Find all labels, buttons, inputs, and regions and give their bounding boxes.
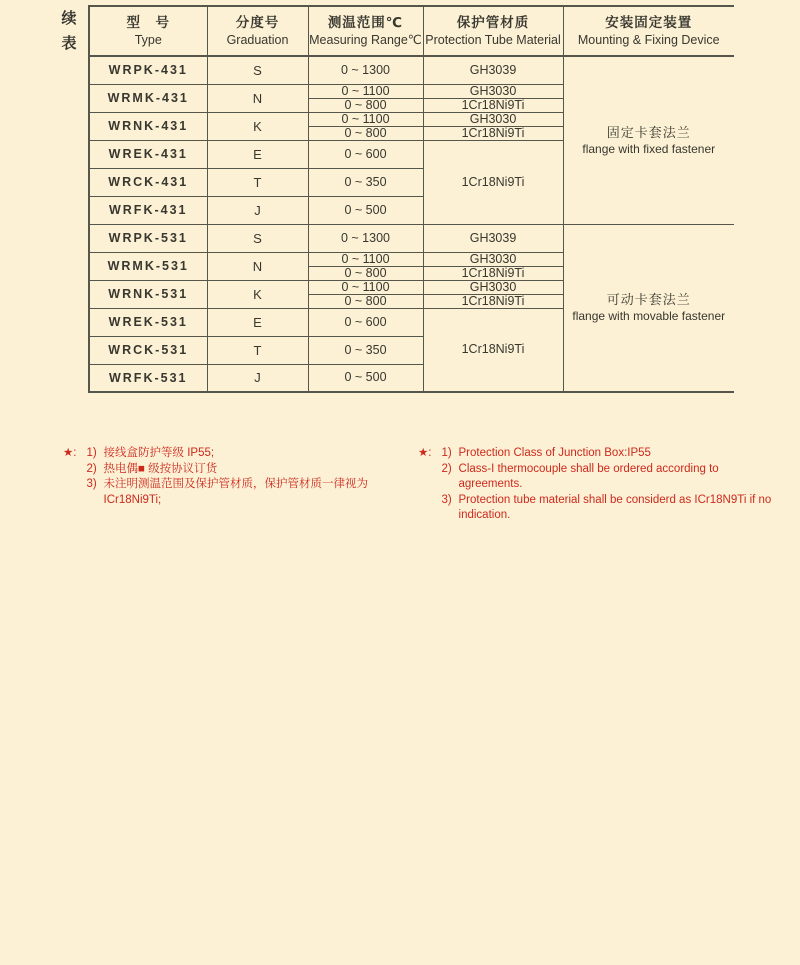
material-cell: 1Cr18Ni9Ti: [423, 126, 563, 140]
continued-char-2: 表: [61, 35, 77, 52]
material-cell: GH3030: [423, 252, 563, 266]
type-cell: WRFK-431: [89, 196, 207, 224]
mounting-cell: [563, 224, 734, 392]
footnote-text: Protection Class of Junction Box:IP55: [458, 447, 651, 459]
material-cell: GH3030: [423, 112, 563, 126]
table-row: [89, 224, 734, 252]
header-mounting-en: Mounting & Fixing Device: [577, 33, 720, 47]
range-cell: 0 ~ 600: [308, 140, 423, 168]
material-cell: 1Cr18Ni9Ti: [423, 266, 563, 280]
footnote-zh-1: [87, 446, 411, 462]
mounting-zh: 可动卡套法兰: [606, 292, 691, 308]
graduation-cell: S: [207, 56, 308, 84]
header-graduation-zh: 分度号: [235, 15, 280, 30]
footnote-number: 3): [86, 478, 97, 490]
material-cell: GH3039: [423, 224, 563, 252]
graduation-cell: K: [207, 280, 308, 308]
header-type-en: Type: [134, 33, 162, 47]
range-cell: 0 ~ 500: [308, 364, 423, 392]
col-header-mounting: [563, 6, 734, 56]
material-cell-shared: 1Cr18Ni9Ti: [423, 140, 563, 224]
footnote-en-1: [442, 446, 778, 462]
type-cell: WRNK-531: [89, 280, 207, 308]
graduation-cell: N: [207, 252, 308, 280]
material-cell: GH3030: [423, 84, 563, 98]
footnote-text: 热电偶■ 级按协议订货: [103, 462, 218, 475]
footnote-text: Protection tube material shall be considerd as ICr18N9Ti if no indication.: [458, 493, 772, 521]
col-header-material: [423, 6, 563, 56]
table-row: [89, 56, 734, 84]
header-range-zh: 测温范围℃: [327, 15, 404, 30]
continued-char-1: 续: [61, 10, 77, 27]
graduation-cell: J: [207, 196, 308, 224]
mounting-cell: [563, 56, 734, 224]
footnote-text: Class-I thermocouple shall be ordered according to agreements.: [458, 462, 719, 490]
footnotes-en: [418, 446, 778, 524]
footnote-text: 未注明测温范围及保护管材质，保护管材质一律视为 ICr18Ni9Ti;: [103, 478, 369, 506]
type-cell: WRFK-531: [89, 364, 207, 392]
material-cell: 1Cr18Ni9Ti: [423, 98, 563, 112]
type-cell: WRPK-531: [89, 224, 207, 252]
graduation-cell: J: [207, 364, 308, 392]
header-mounting-zh: 安装固定装置: [605, 15, 693, 30]
type-cell: WREK-531: [89, 308, 207, 336]
footnote-zh-2: [87, 462, 411, 478]
type-cell: WRNK-431: [89, 112, 207, 140]
range-cell: 0 ~ 800: [308, 126, 423, 140]
graduation-cell: N: [207, 84, 308, 112]
header-material-zh: 保护管材质: [456, 15, 530, 30]
star-icon: ★:: [63, 447, 77, 459]
material-cell: 1Cr18Ni9Ti: [423, 294, 563, 308]
header-type-zh: 型 号: [126, 15, 170, 30]
range-cell: 0 ~ 800: [308, 266, 423, 280]
header-row: [89, 6, 734, 56]
range-cell: 0 ~ 1100: [308, 84, 423, 98]
material-cell: GH3039: [423, 56, 563, 84]
range-cell: 0 ~ 600: [308, 308, 423, 336]
footnote-en-2: [442, 462, 778, 493]
type-cell: WREK-431: [89, 140, 207, 168]
graduation-cell: S: [207, 224, 308, 252]
header-graduation-en: Graduation: [226, 33, 289, 47]
footnotes-zh: [63, 446, 411, 508]
footnote-number: 1): [441, 447, 452, 459]
range-cell: 0 ~ 1300: [308, 56, 423, 84]
range-cell: 0 ~ 1100: [308, 252, 423, 266]
graduation-cell: T: [207, 336, 308, 364]
graduation-cell: E: [207, 308, 308, 336]
header-range-en: Measuring Range℃: [309, 33, 422, 47]
mounting-en: flange with fixed fastener: [582, 141, 716, 156]
footnote-number: 3): [441, 493, 452, 506]
range-cell: 0 ~ 1300: [308, 224, 423, 252]
col-header-type: [89, 6, 207, 56]
range-cell: 0 ~ 350: [308, 168, 423, 196]
mounting-zh: 固定卡套法兰: [606, 124, 691, 140]
footnote-number: 1): [86, 447, 97, 459]
continued-table-label: [60, 6, 78, 56]
graduation-cell: K: [207, 112, 308, 140]
material-cell: GH3030: [423, 280, 563, 294]
mounting-en: flange with movable fastener: [572, 309, 726, 324]
graduation-cell: E: [207, 140, 308, 168]
range-cell: 0 ~ 350: [308, 336, 423, 364]
header-material-en: Protection Tube Material: [425, 33, 561, 47]
col-header-graduation: [207, 6, 308, 56]
graduation-cell: T: [207, 168, 308, 196]
type-cell: WRCK-431: [89, 168, 207, 196]
footnote-zh-3: [87, 477, 411, 508]
material-cell-shared: 1Cr18Ni9Ti: [423, 308, 563, 392]
type-cell: WRCK-531: [89, 336, 207, 364]
type-cell: WRMK-531: [89, 252, 207, 280]
range-cell: 0 ~ 500: [308, 196, 423, 224]
range-cell: 0 ~ 800: [308, 294, 423, 308]
type-cell: WRPK-431: [89, 56, 207, 84]
range-cell: 0 ~ 800: [308, 98, 423, 112]
footnote-en-3: [442, 493, 778, 524]
footnote-number: 2): [86, 462, 97, 475]
type-cell: WRMK-431: [89, 84, 207, 112]
footnote-number: 2): [441, 462, 452, 475]
footnote-text: 接线盒防护等级 IP55;: [103, 447, 215, 459]
range-cell: 0 ~ 1100: [308, 280, 423, 294]
col-header-range: [308, 6, 423, 56]
spec-table: [88, 5, 734, 393]
range-cell: 0 ~ 1100: [308, 112, 423, 126]
star-icon: ★:: [418, 447, 432, 459]
